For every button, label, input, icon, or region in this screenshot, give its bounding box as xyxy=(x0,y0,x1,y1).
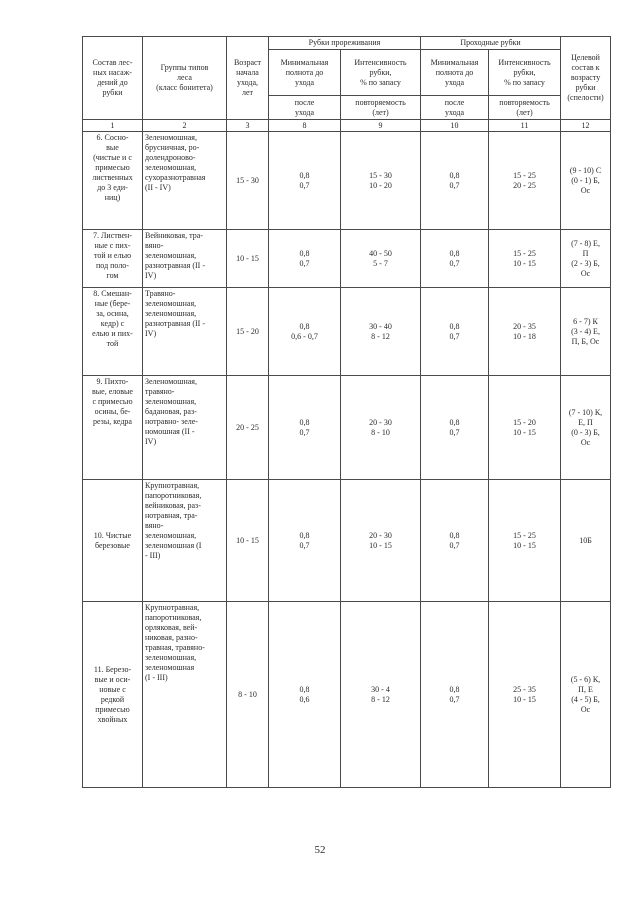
column-number: 11 xyxy=(489,120,561,132)
row-passing-intensity: 15 - 25 10 - 15 xyxy=(489,230,561,288)
row-target: (5 - 6) К, П, Е (4 - 5) Б, Ос xyxy=(561,602,611,788)
row-composition: 6. Сосно- вые (чистые и с примесью лиственных до 3 еди- ниц) xyxy=(83,132,143,230)
header-thinning-intensity: Интенсивность рубки, % по запасу xyxy=(341,50,421,96)
header-passing: Проходные рубки xyxy=(421,37,561,50)
row-thinning-intensity: 30 - 4 8 - 12 xyxy=(341,602,421,788)
column-number: 12 xyxy=(561,120,611,132)
row-passing-density: 0,8 0,7 xyxy=(421,480,489,602)
table-row xyxy=(83,230,611,288)
row-composition: 9. Пихто- вые, еловые с примесью осины, бе- резы, кедра xyxy=(83,376,143,480)
header-target: Целевой состав к возрасту рубки (спелости) xyxy=(561,37,611,120)
header-forest-groups: Группы типов леса (класс бонитета) xyxy=(143,37,227,120)
row-thinning-intensity: 15 - 30 10 - 20 xyxy=(341,132,421,230)
row-forest-groups: Зеленомошная, травяно- зеленомошная, бадановая, раз- нотравно- зеле- номошная (II - IV) xyxy=(143,376,227,480)
row-passing-intensity: 15 - 25 20 - 25 xyxy=(489,132,561,230)
row-forest-groups: Вейниковая, тра- вяно- зеленомошная, разнотравная (II - IV) xyxy=(143,230,227,288)
row-composition: 10. Чистые березовые xyxy=(83,480,143,602)
row-forest-groups: Травяно- зеленомошная, зеленомошная, разнотравная (II - IV) xyxy=(143,288,227,376)
header-composition: Состав лес- ных насаж- дений до рубки xyxy=(83,37,143,120)
row-target: (7 - 10) К, Е, П (0 - 3) Б, Ос xyxy=(561,376,611,480)
row-age: 15 - 30 xyxy=(227,132,269,230)
row-thinning-density: 0,8 0,7 xyxy=(269,376,341,480)
row-composition: 7. Листвен- ные с пих- той и елью под поло- гом xyxy=(83,230,143,288)
row-thinning-density: 0,8 0,6 - 0,7 xyxy=(269,288,341,376)
column-number: 9 xyxy=(341,120,421,132)
page-number: 52 xyxy=(314,844,326,856)
column-number: 2 xyxy=(143,120,227,132)
header-thinning: Рубки прореживания xyxy=(269,37,421,50)
row-composition: 8. Смешан- ные (бере- за, осина, кедр) с елью и пих- той xyxy=(83,288,143,376)
header-thinning-after-care: после ухода xyxy=(269,96,341,120)
table-row xyxy=(83,288,611,376)
row-age: 15 - 20 xyxy=(227,288,269,376)
header-passing-repeatability: повторяемость (лет) xyxy=(489,96,561,120)
forest-care-table xyxy=(82,36,611,788)
row-age: 10 - 15 xyxy=(227,480,269,602)
row-forest-groups: Крупнотравная, папоротниковая, орляковая, вей- никовая, разно- травная, травяно- зеленомошная, зеленомошная (I - III) xyxy=(143,602,227,788)
header-age: Возраст начала ухода, лет xyxy=(227,37,269,120)
row-thinning-intensity: 20 - 30 10 - 15 xyxy=(341,480,421,602)
column-number: 10 xyxy=(421,120,489,132)
row-age: 20 - 25 xyxy=(227,376,269,480)
row-passing-density: 0,8 0,7 xyxy=(421,376,489,480)
row-passing-density: 0,8 0,7 xyxy=(421,230,489,288)
row-passing-intensity: 20 - 35 10 - 18 xyxy=(489,288,561,376)
table-row xyxy=(83,376,611,480)
column-number: 8 xyxy=(269,120,341,132)
row-thinning-intensity: 40 - 50 5 - 7 xyxy=(341,230,421,288)
row-passing-density: 0,8 0,7 xyxy=(421,132,489,230)
row-passing-intensity: 15 - 25 10 - 15 xyxy=(489,480,561,602)
row-thinning-intensity: 20 - 30 8 - 10 xyxy=(341,376,421,480)
row-age: 8 - 10 xyxy=(227,602,269,788)
row-thinning-density: 0,8 0,6 xyxy=(269,602,341,788)
column-number: 1 xyxy=(83,120,143,132)
row-passing-density: 0,8 0,7 xyxy=(421,288,489,376)
row-forest-groups: Крупнотравная, папоротниковая, вейниковая, раз- нотравная, тра- вяно- зеленомошная, зеленомошная (I - III) xyxy=(143,480,227,602)
row-thinning-density: 0,8 0,7 xyxy=(269,480,341,602)
row-forest-groups: Зеленомошная, брусничная, ро- долендроново- зеленомошная, сухоразнотравная (II - IV) xyxy=(143,132,227,230)
table-row xyxy=(83,480,611,602)
row-passing-density: 0,8 0,7 xyxy=(421,602,489,788)
row-passing-intensity: 15 - 20 10 - 15 xyxy=(489,376,561,480)
row-composition: 11. Березо- вые и оси- новые с редкой примесью хвойных xyxy=(83,602,143,788)
header-passing-intensity: Интенсивность рубки, % по запасу xyxy=(489,50,561,96)
row-thinning-intensity: 30 - 40 8 - 12 xyxy=(341,288,421,376)
table-row xyxy=(83,132,611,230)
row-passing-intensity: 25 - 35 10 - 15 xyxy=(489,602,561,788)
row-target: (9 - 10) С (0 - 1) Б, Ос xyxy=(561,132,611,230)
table-row xyxy=(83,602,611,788)
row-target: 10Б xyxy=(561,480,611,602)
column-number-row xyxy=(83,120,611,132)
header-thinning-repeatability: повторяемость (лет) xyxy=(341,96,421,120)
column-number: 3 xyxy=(227,120,269,132)
row-thinning-density: 0,8 0,7 xyxy=(269,132,341,230)
header-passing-min-density: Минимальная полнота до ухода xyxy=(421,50,489,96)
header-thinning-min-density: Минимальная полнота до ухода xyxy=(269,50,341,96)
header-passing-after-care: после ухода xyxy=(421,96,489,120)
row-target: (7 - 8) Е, П (2 - 3) Б, Ос xyxy=(561,230,611,288)
row-age: 10 - 15 xyxy=(227,230,269,288)
row-target: 6 - 7) К (3 - 4) Е, П, Б, Ос xyxy=(561,288,611,376)
row-thinning-density: 0,8 0,7 xyxy=(269,230,341,288)
